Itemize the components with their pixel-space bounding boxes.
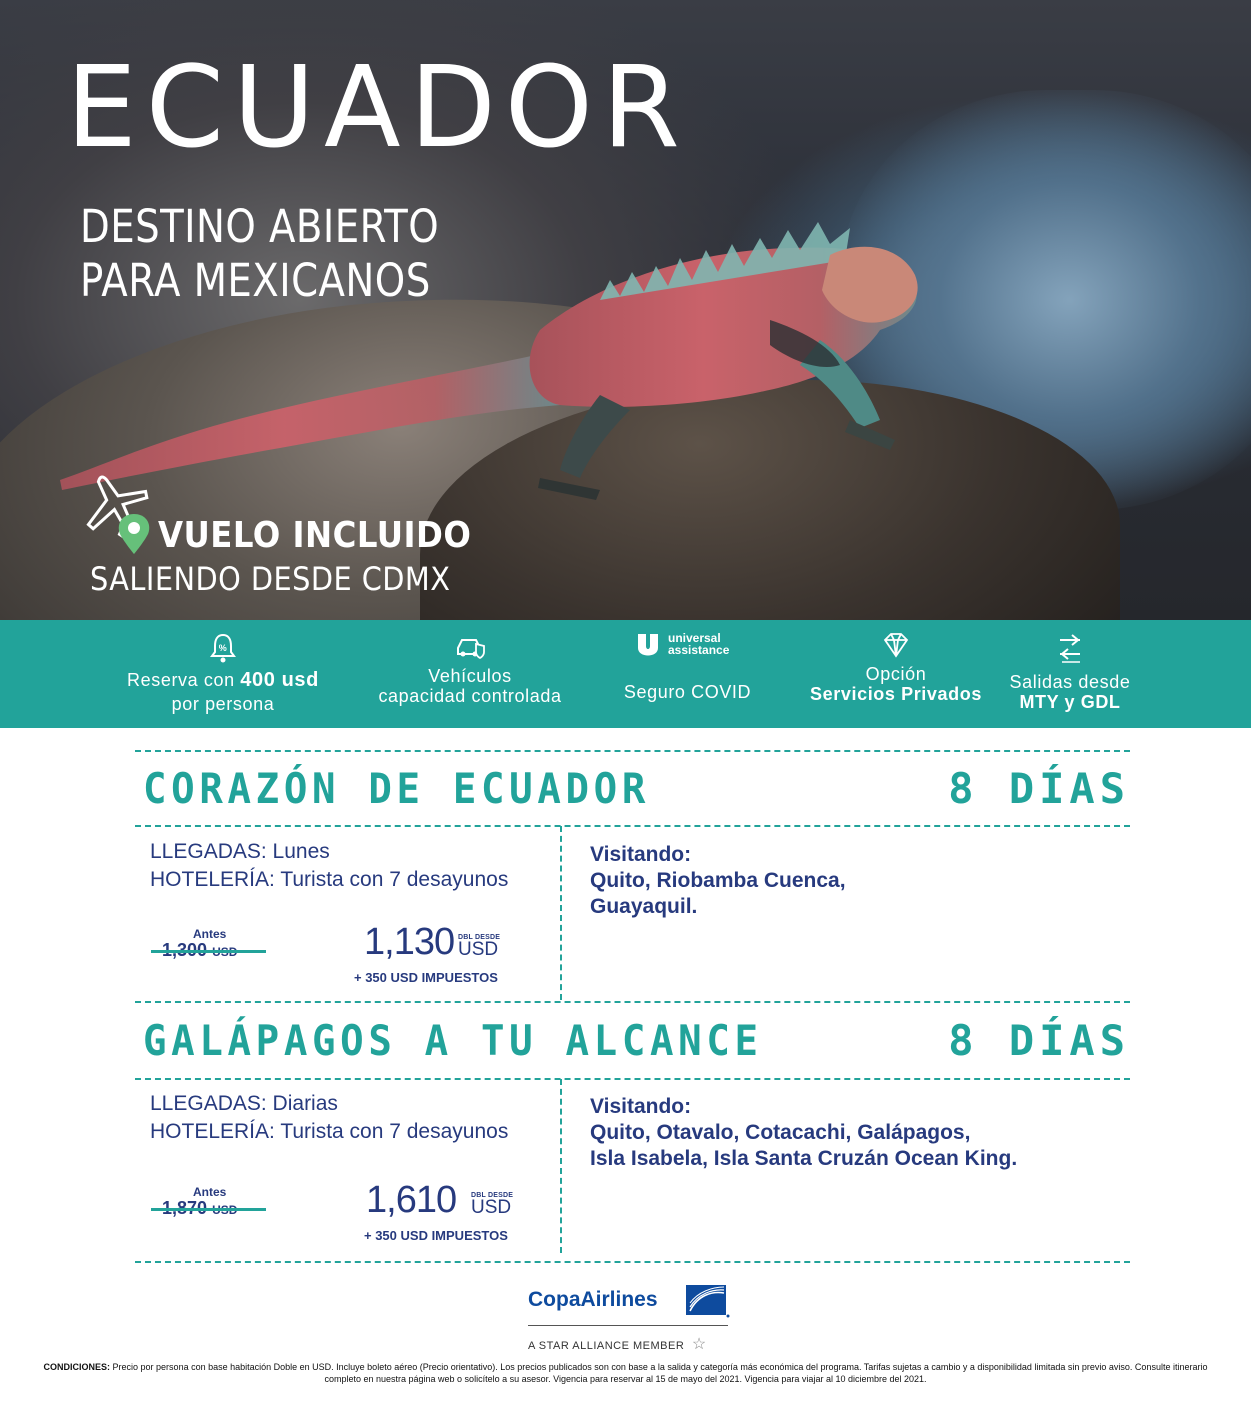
divider [135,1261,1130,1263]
package-1-price-meta [458,934,500,959]
feature-private-line1: Opción [865,664,927,684]
car-shield-icon [454,632,486,660]
assistance-logo-text: assistance [668,643,730,657]
divider [135,750,1130,752]
universal-assistance-icon [636,632,666,658]
feature-deposit [118,632,328,714]
package-2-days: 8 DÍAS [948,1016,1130,1065]
package-1-price-unit: USD [458,939,499,960]
package-2-itinerary [590,1094,1017,1172]
package-2-visit-label: Visitando: [590,1095,692,1118]
planes-icon [1054,632,1086,666]
feature-private [806,632,986,704]
package-1-before-label: Antes [193,927,227,941]
feature-vehicles [365,632,575,706]
copa-airlines-logo-text: CopaAirlines [528,1288,658,1311]
departure-city-text: SALIENDO DESDE CDMX [90,560,451,598]
package-2-price-unit: USD [471,1197,512,1218]
svg-text:%: % [218,643,228,653]
divider [135,1078,1130,1080]
package-1-visit-label: Visitando: [590,843,692,866]
package-2-price: 1,610 [366,1179,457,1221]
feature-deposit-amount: 400 usd [240,669,319,691]
package-1-price: 1,130 [364,921,455,963]
strikethrough [151,950,266,953]
universal-logo-text: universal [668,631,721,645]
package-2-arrivals: LLEGADAS: Diarias [150,1092,338,1115]
package-1-taxes: + 350 USD IMPUESTOS [354,970,498,985]
package-1-arrivals: LLEGADAS: Lunes [150,840,330,863]
star-alliance-icon: ☆ [691,1336,707,1353]
feature-deposit-pre: Reserva con [127,670,241,690]
diamond-icon [881,632,911,658]
flight-included-text: VUELO INCLUIDO [158,515,472,556]
package-2-taxes: + 350 USD IMPUESTOS [364,1228,508,1243]
divider [135,1001,1130,1003]
hero-subtitle-line2: PARA MEXICANOS [80,254,431,307]
feature-departures-line1: Salidas desde [1009,672,1131,692]
package-1-hotel: HOTELERÍA: Turista con 7 desayunos [150,868,509,891]
strikethrough [151,1208,266,1211]
package-2-visit-line1: Quito, Otavalo, Cotacachi, Galápagos, [590,1121,971,1144]
package-2-details [150,1090,508,1146]
hero-subtitle-line1: DESTINO ABIERTO [80,200,440,253]
feature-departures-line2: MTY y GDL [1019,692,1121,712]
package-2-title: GALÁPAGOS A TU ALCANCE [143,1016,763,1065]
divider [560,1079,562,1253]
package-2-price-meta [471,1192,513,1217]
divider [560,826,562,1000]
package-1-title: CORAZÓN DE ECUADOR [143,764,650,813]
conditions-text [40,1361,1211,1385]
feature-deposit-line2: por persona [171,694,275,714]
package-1-days: 8 DÍAS [948,764,1130,813]
features-bar [0,620,1251,728]
feature-insurance [600,632,775,702]
package-1-visit-line1: Quito, Riobamba Cuenca, [590,869,846,892]
universal-assistance-logo [600,632,775,666]
conditions-label: CONDICIONES: [43,1362,111,1372]
package-1-itinerary [590,842,846,920]
feature-vehicles-line2: capacidad controlada [378,686,562,706]
divider [528,1325,728,1326]
conditions-body: Precio por persona con base habitación Doble en USD. Incluye boleto aéreo (Precio orientativo). Los precios publicados son con base a la salida y categoría más económica del programa. Tarifas sujetas a cambio y a disponibilidad limitada sin previo aviso. Consulte itinerario completo en nuestra página web o solicítelo a su asesor. Vigencia para reservar al 15 de mayo del 2021. Vigencia para viajar al 10 diciembre del 2021. [110,1362,1208,1384]
copa-airlines-logo [686,1285,730,1319]
hero-image [0,0,1251,620]
feature-insurance-label: Seguro COVID [623,682,752,702]
star-alliance-text [528,1334,707,1354]
hero-title: ECUADOR [66,43,689,173]
feature-vehicles-line1: Vehículos [428,666,512,686]
package-2-before-label: Antes [193,1185,227,1199]
feature-departures [1005,632,1135,712]
package-1-visit-line2: Guayaquil. [590,895,698,918]
feature-private-line2: Servicios Privados [810,684,982,704]
package-2-hotel: HOTELERÍA: Turista con 7 desayunos [150,1120,509,1143]
package-1-price-note: DBL DESDE [458,934,501,941]
divider [135,825,1130,827]
package-1-details [150,838,508,894]
package-2-price-note: DBL DESDE [471,1192,514,1199]
plane-location-icon [74,468,160,558]
star-alliance-label: A STAR ALLIANCE MEMBER [528,1340,685,1352]
package-2-visit-line2: Isla Isabela, Isla Santa Cruzán Ocean King. [590,1147,1018,1170]
hero-subtitle [80,200,439,308]
bell-percent-icon [209,632,237,664]
